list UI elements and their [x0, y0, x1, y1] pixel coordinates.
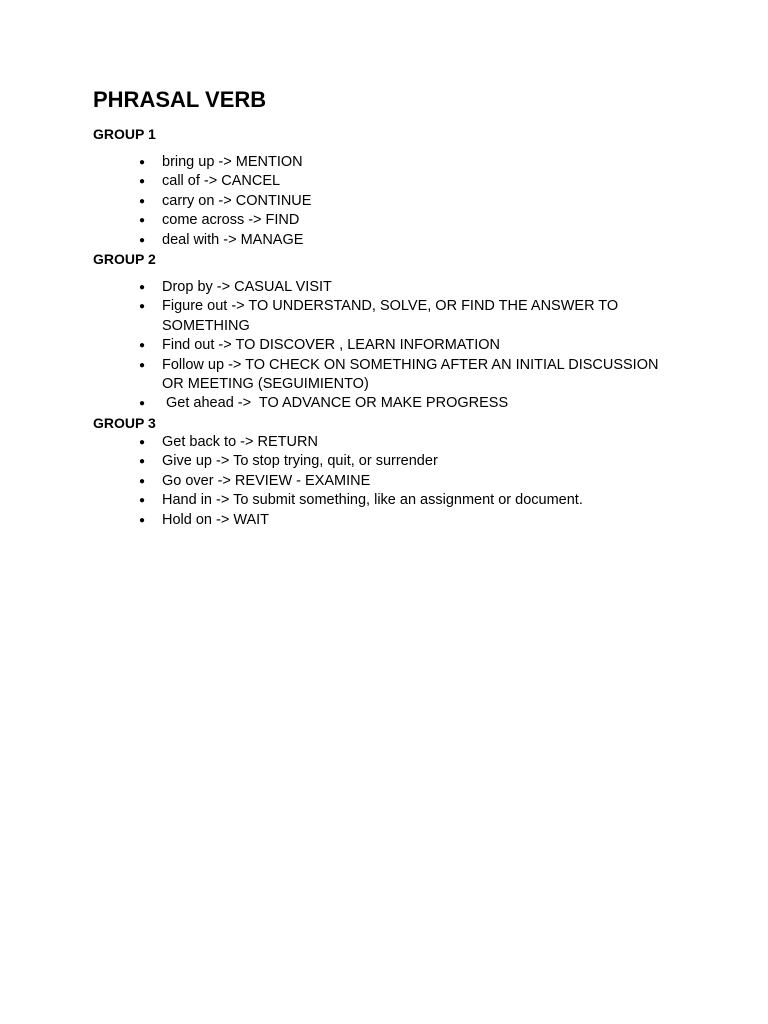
list-item: ● Find out -> TO DISCOVER , LEARN INFORMATION — [93, 336, 673, 355]
document-title: PHRASAL VERB — [93, 87, 267, 112]
list-item: ● Drop by -> CASUAL VISIT — [93, 278, 673, 297]
list-item: ● Hold on -> WAIT — [93, 511, 673, 530]
document-page — [93, 86, 673, 530]
list-item: ● Go over -> REVIEW - EXAMINE — [93, 472, 673, 491]
group-3-heading: GROUP 3 — [93, 414, 156, 431]
list-item: ● carry on -> CONTINUE — [93, 192, 673, 211]
group-2-list — [93, 278, 673, 414]
list-item: ● come across -> FIND — [93, 211, 673, 230]
list-item: ● call of -> CANCEL — [93, 172, 673, 191]
list-item: ● bring up -> MENTION — [93, 153, 673, 172]
group-2-heading: GROUP 2 — [93, 251, 156, 268]
list-item: ● Get ahead -> TO ADVANCE OR MAKE PROGRESS — [93, 394, 673, 413]
group-1-heading: GROUP 1 — [93, 126, 156, 142]
list-item: ● Figure out -> TO UNDERSTAND, SOLVE, OR FIND THE ANSWER TO SOMETHING — [93, 297, 673, 336]
group-3-list — [93, 433, 673, 530]
list-item: ● Get back to -> RETURN — [93, 433, 673, 452]
list-item: ● Give up -> To stop trying, quit, or surrender — [93, 452, 673, 471]
list-item: ● Hand in -> To submit something, like an assignment or document. — [93, 491, 673, 510]
list-item: ● deal with -> MANAGE — [93, 231, 673, 250]
list-item: ● Follow up -> TO CHECK ON SOMETHING AFTER AN INITIAL DISCUSSION OR MEETING (SEGUIMIENTO) — [93, 356, 673, 395]
group-1-list — [93, 153, 673, 250]
